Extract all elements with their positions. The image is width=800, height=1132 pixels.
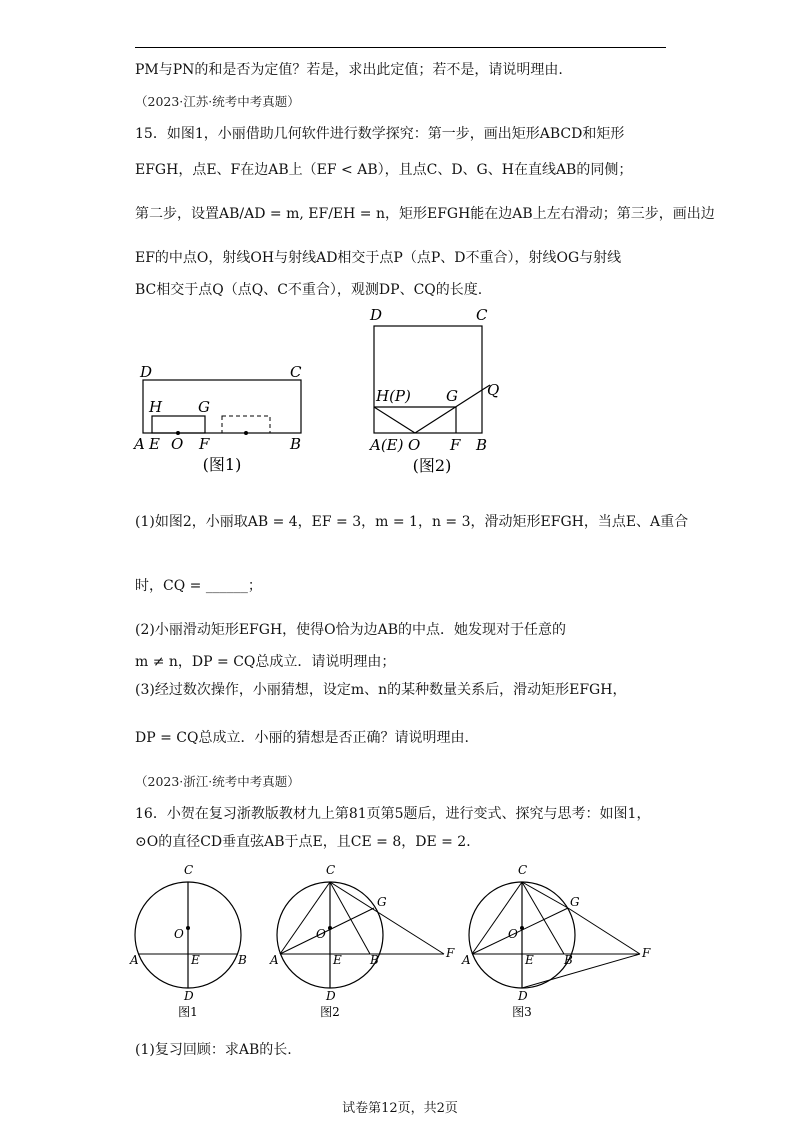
label-e: E bbox=[333, 953, 342, 967]
label-f: F bbox=[199, 435, 210, 453]
center-point bbox=[186, 926, 190, 930]
center-point bbox=[520, 926, 524, 930]
figure-1-caption: (图1) bbox=[202, 455, 242, 474]
circle-figure-1-caption: 图1 bbox=[178, 1005, 198, 1018]
label-a: A bbox=[130, 953, 139, 967]
label-g: G bbox=[198, 398, 210, 416]
label-h: H bbox=[149, 398, 163, 416]
figure-2-caption: (图2) bbox=[412, 456, 452, 475]
label-a: A bbox=[134, 435, 145, 453]
label-b: B bbox=[370, 953, 379, 967]
segment-gf bbox=[568, 908, 640, 954]
segment-cg bbox=[522, 882, 568, 908]
label-b: B bbox=[290, 435, 302, 453]
label-c: C bbox=[476, 306, 488, 324]
label-d: D bbox=[370, 306, 383, 324]
text-line: PM与PN的和是否为定值？若是，求出此定值；若不是，请说明理由. bbox=[135, 62, 563, 78]
label-g: G bbox=[377, 895, 387, 909]
segment-ac bbox=[280, 882, 330, 954]
problem-16-heading: 16．小贺在复习浙教版教材九上第81页第5题后，进行变式、探究与思考：如图1， bbox=[135, 806, 651, 822]
page-footer: 试卷第12页，共2页 bbox=[342, 1101, 458, 1116]
label-c: C bbox=[290, 363, 302, 381]
question-1-answer-line: 时，CQ = ______； bbox=[135, 578, 262, 594]
segment-cf bbox=[330, 882, 444, 954]
label-e: E bbox=[149, 435, 160, 453]
source-tag: （2023·浙江·统考中考真题） bbox=[135, 774, 300, 789]
label-d: D bbox=[184, 989, 194, 1003]
label-c: C bbox=[518, 863, 528, 877]
label-a: A bbox=[270, 953, 279, 967]
text-line: BC相交于点Q（点Q、C不重合），观测DP、CQ的长度. bbox=[135, 282, 483, 298]
circle-figure-1 bbox=[128, 858, 258, 1018]
label-d: D bbox=[326, 989, 336, 1003]
label-q: Q bbox=[487, 381, 500, 399]
label-f: F bbox=[450, 436, 461, 454]
rect-efgh bbox=[152, 416, 205, 433]
circle-figure-3 bbox=[460, 858, 660, 1018]
segment-ac bbox=[472, 882, 522, 954]
ray-oh bbox=[374, 407, 415, 433]
segment-cb bbox=[330, 882, 370, 954]
point-o-shifted bbox=[244, 431, 248, 435]
text-line: ⊙O的直径CD垂直弦AB于点E，且CE = 8，DE = 2． bbox=[135, 834, 481, 850]
label-d: D bbox=[518, 989, 528, 1003]
label-e: E bbox=[525, 953, 534, 967]
label-g: G bbox=[446, 387, 458, 405]
question-3: (3)经过数次操作，小丽猜想，设定m、n的某种数量关系后，滑动矩形EFGH， bbox=[135, 682, 627, 698]
text-line: EFGH，点E、F在边AB上（EF < AB），且点C、D、G、H在直线AB的同侧； bbox=[135, 162, 633, 178]
source-tag: （2023·江苏·统考中考真题） bbox=[135, 94, 300, 109]
header-rule bbox=[135, 47, 666, 48]
text-line: m ≠ n，DP = CQ总成立．请说明理由； bbox=[135, 654, 396, 670]
figure-1 bbox=[130, 360, 315, 475]
label-o: O bbox=[171, 435, 184, 453]
circle-figure-3-caption: 图3 bbox=[512, 1005, 532, 1018]
label-ae: A(E) bbox=[370, 436, 404, 454]
label-d: D bbox=[140, 363, 153, 381]
segment-cb bbox=[522, 882, 564, 954]
label-f: F bbox=[446, 946, 455, 960]
segment-df bbox=[522, 954, 640, 988]
rect-efgh-shifted bbox=[222, 416, 270, 433]
segment-ag bbox=[472, 908, 568, 954]
question-1: (1)如图2，小丽取AB = 4，EF = 3，m = 1，n = 3，滑动矩形EFGH，当点E、A重合 bbox=[135, 514, 689, 530]
segment-ag bbox=[280, 908, 374, 954]
label-a: A bbox=[462, 953, 471, 967]
label-hp: H(P) bbox=[376, 387, 411, 405]
circle-figure-2-caption: 图2 bbox=[320, 1005, 340, 1018]
center-point bbox=[328, 926, 332, 930]
question-16-1: (1)复习回顾：求AB的长. bbox=[135, 1042, 292, 1058]
label-o: O bbox=[316, 927, 326, 941]
label-b: B bbox=[238, 953, 247, 967]
text-line: DP = CQ总成立．小丽的猜想是否正确？请说明理由. bbox=[135, 730, 469, 746]
label-o: O bbox=[508, 927, 518, 941]
label-o: O bbox=[174, 927, 184, 941]
text-line: EF的中点O，射线OH与射线AD相交于点P（点P、D不重合），射线OG与射线 bbox=[135, 250, 622, 266]
label-e: E bbox=[191, 953, 200, 967]
label-b: B bbox=[476, 436, 488, 454]
label-g: G bbox=[570, 895, 580, 909]
circle-figure-2 bbox=[262, 858, 462, 1018]
problem-15-heading: 15．如图1，小丽借助几何软件进行数学探究：第一步，画出矩形ABCD和矩形 bbox=[135, 126, 625, 142]
text-line: 第二步，设置AB/AD = m, EF/EH = n，矩形EFGH能在边AB上左右滑动；第三步，画出边 bbox=[135, 206, 715, 222]
label-o: O bbox=[408, 436, 421, 454]
figure-2 bbox=[360, 300, 520, 475]
label-c: C bbox=[326, 863, 336, 877]
label-c: C bbox=[184, 863, 194, 877]
label-f: F bbox=[642, 946, 651, 960]
question-2: (2)小丽滑动矩形EFGH，使得O恰为边AB的中点．她发现对于任意的 bbox=[135, 622, 567, 638]
label-b: B bbox=[564, 953, 573, 967]
